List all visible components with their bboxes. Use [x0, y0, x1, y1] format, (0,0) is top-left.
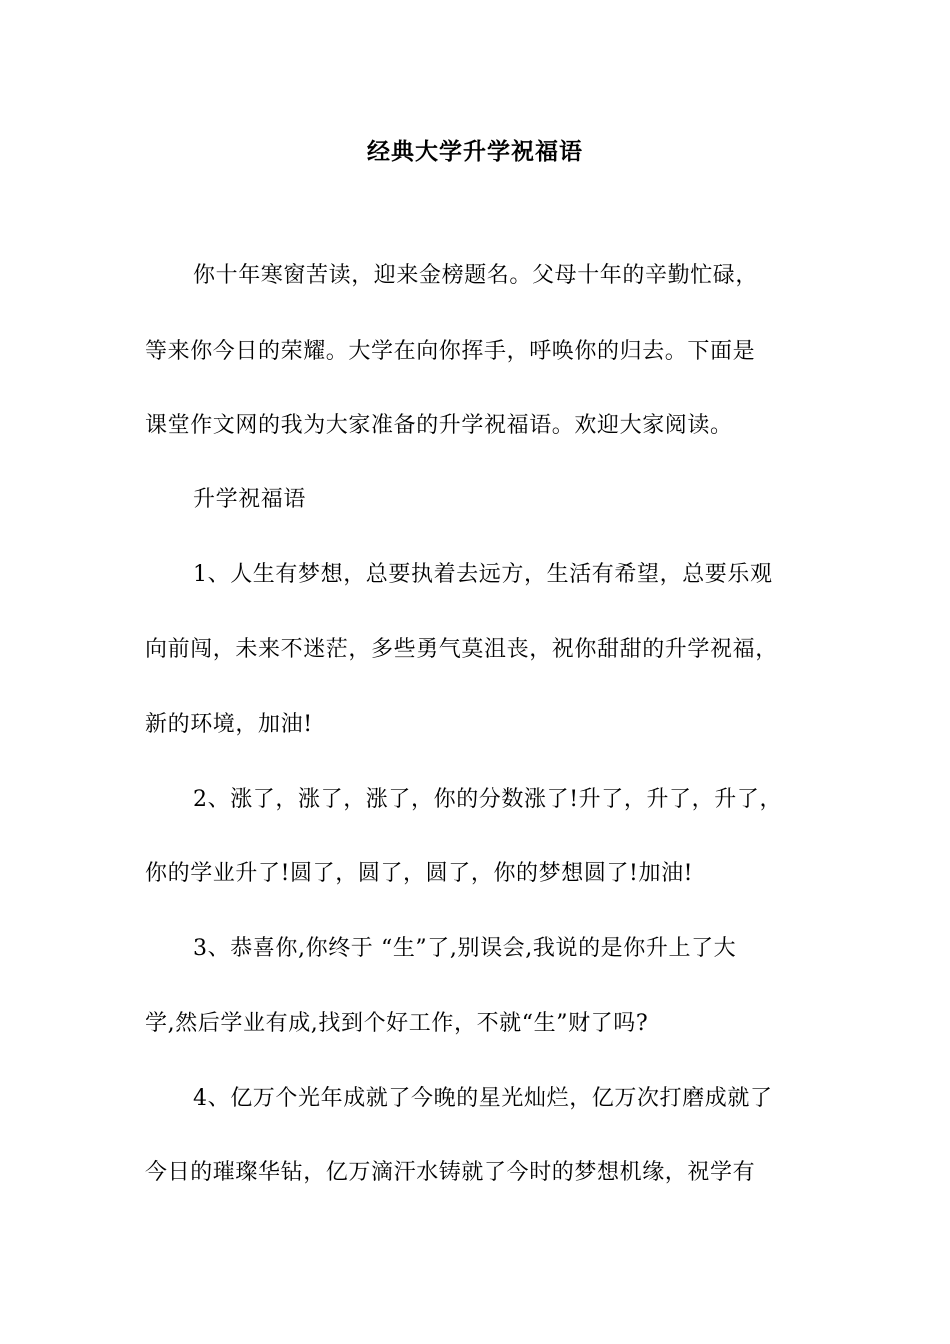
paragraph-line-12: 4、亿万个光年成就了今晚的星光灿烂，亿万次打磨成就了 — [193, 1086, 773, 1111]
document-title: 经典大学升学祝福语 — [367, 138, 583, 165]
paragraph-line-9: 你的学业升了!圆了，圆了，圆了，你的梦想圆了!加油! — [145, 861, 694, 886]
paragraph-line-2: 等来你今日的荣耀。大学在向你挥手，呼唤你的归去。下面是 — [145, 339, 756, 364]
paragraph-line-5: 1、人生有梦想，总要执着去远方，生活有希望，总要乐观 — [193, 562, 773, 587]
paragraph-line-1: 你十年寒窗苦读，迎来金榜题名。父母十年的辛勤忙碌， — [193, 263, 759, 288]
paragraph-line-13: 今日的璀璨华钻，亿万滴汗水铸就了今时的梦想机缘，祝学有 — [145, 1160, 756, 1185]
paragraph-line-8: 2、涨了，涨了，涨了，你的分数涨了!升了，升了，升了， — [193, 787, 783, 812]
paragraph-line-6: 向前闯，未来不迷茫，多些勇气莫沮丧，祝你甜甜的升学祝福， — [145, 637, 778, 662]
paragraph-line-3: 课堂作文网的我为大家准备的升学祝福语。欢迎大家阅读。 — [145, 413, 733, 438]
paragraph-line-11: 学,然后学业有成,找到个好工作，不就“生”财了吗? — [145, 1011, 649, 1036]
paragraph-line-7: 新的环境，加油! — [145, 712, 313, 737]
section-heading: 升学祝福语 — [193, 487, 307, 512]
paragraph-line-10: 3、恭喜你,你终于 “生”了,别误会,我说的是你升上了大 — [193, 936, 737, 961]
